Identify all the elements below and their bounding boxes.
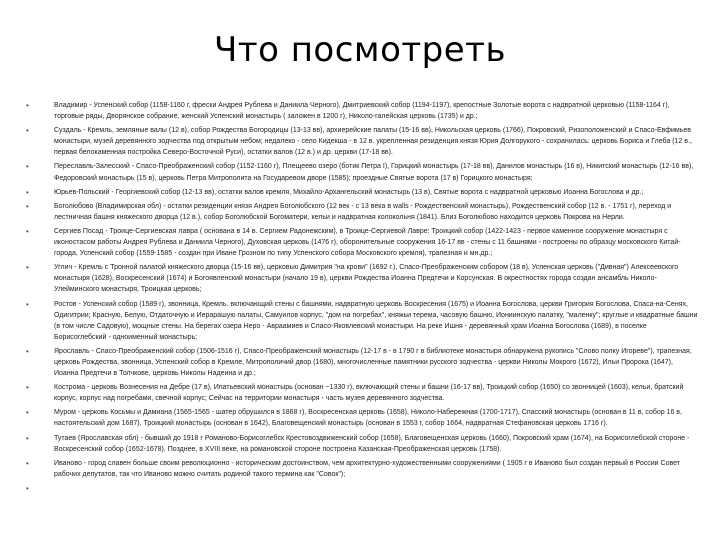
list-item-text: Суздаль - Кремль, земляные валы (12 в), собор Рождества Богородицы (13-13 вв), архиерейские палаты (15-16 вв), Никольская церковь (1766), Покровский, Ризоположенский и Спасо-Евфимьев монастыри, музей деревянного зодчества под открытым небом; недалеко - село Кидекша - в 12 в. укрепленная резиденция князя Юрия Долгорукого - сохранилась: церковь Бориса и Глеба (12 в., первая белокаменная постройка Северо-Восточной Руси), остатки валов (12 в.) и др. церкви (17-18 вв). (54, 127, 692, 157)
list-item (26, 433, 698, 455)
list-item (26, 407, 698, 429)
list-item-text: Юрьев-Польский - Георгиевский собор (12-13 вв), остатки валов кремля, Михайло-Архангельский монастырь (13 в), Святые ворота с надвратной церковью Иоанна Богослова и др.; (54, 188, 644, 196)
list-item-text: Муром - церковь Косьмы и Дамиана (1565-1565 - шатер обрушился в 1868 г), Воскресенская церковь (1658), Николо-Набережная (1700-1717), Спасский монастырь (основан в 11 в, собор 16 в, настоятельский дом 1687), Троицкий монастырь (основан в 1642), Благовещенский монастырь (основан в 1553 г, собор 1664, надвратная Стефановская церковь 1716 г). (54, 409, 682, 428)
list-item (26, 187, 698, 198)
list-item-text: Сергиев Посад - Троице-Сергиевская лавра ( основана в 14 в. Сергием Радонежским), в Троице-Сергиевой Лавре: Троицкий собор (1422-1423 - первое каменное сооружение монастыря с иконостасом работы Андрея Рублева и Даниила Черного), Духовская церковь (1476 г), оборонительные сооружения 16-17 вв - стены с 11 башнями - построены по образцу московского Китай-города, Успенский собор (1559-1585 - создан при Иване Грозном по типу Успенского собора Московского кремля), трапезная и мн.др.; (54, 227, 681, 258)
list-item (26, 125, 698, 158)
list-item (26, 458, 698, 480)
list-item (26, 226, 698, 259)
list-item-text: Ярославль - Спасо-Преображенский собор (1506-1516 г), Спасо-Преображенский монастырь (12-17 в - в 1790 г в библиотеке монастыря обнаружена рукопись "Слово полку Игореве"), трапезная, церковь Рождества, звонница, Успенский собор в Кремле, Митрополичий двор (1680), многочисленные памятники русского зодчества - церкви Николы Мокрого (1672), Ильи Пророка (1647), Иоанна Предтечи в Толчкове, церковь Николы Надеина и др.; (54, 347, 692, 378)
slide-title: Что посмотреть (213, 30, 507, 70)
bullet-icon: • (26, 458, 29, 468)
bullet-icon: • (26, 383, 29, 393)
bullet-icon: • (26, 408, 29, 418)
bullet-icon: • (26, 226, 29, 236)
list-item-text: Владимир - Успенский собор (1158-1160 г, фрески Андрея Рублева и Даниила Черного), Дмитриевский собор (1194-1197), крепостные Золотые ворота с надвратной церковью (1158-1164 г), торговые ряды, Дворянское собрание, женский Успенский монастырь ( заложен в 1200 г), Николо-галейская церковь (1735) и др.; (54, 102, 670, 121)
list-item-text: Тутаев (Ярославская обл) - бывший до 1918 г Романово-Борисоглебск Крестовоздвиженский собор (1658), Благовещенская церковь (1660), Покровский храм (1674), на Борисоглебской стороне - Воскресенский собор (1652-1678). Позднее, в XVIII веке, на романовской стороне построена Казанская-Преображенская церковь (1758). (54, 434, 690, 453)
list-item-text: Ростов - Успенский собор (1589 г), звонница, Кремль. включающий стены с башнями, надвратную церковь Воскресения (1675) и Иоанна Богослова, церкви Григория Богослова, Спаса-на-Сенях, Одигитрии; Красную, Белую, Отдаточную и Иерарашую палаты, Самуилов корпус, "дом на погребах", княжьи терема, часовую башню, Иониинскую палатку, "маленку"; круглые и квадратные башни (в том числе Садовую), мощные стены. На берегах озера Неро - Авраамиев и Спасо-Яковлевский монастыри. На реке Ишня - деревянный храм Иоанна Богослова (1689), в поселке Борисоглебский - одноименный монастырь; (54, 300, 698, 341)
bullet-icon: • (26, 433, 29, 443)
bullet-icon: • (26, 101, 29, 110)
sights-list (26, 100, 698, 497)
list-item (26, 483, 698, 494)
bullet-icon: • (26, 162, 29, 172)
list-item (26, 299, 698, 343)
list-item-text: Переславль-Залесский - Спасо-Преображенский собор (1152-1160 г), Плещеево озеро (ботик Петра I), Горицкий монастырь (17-18 вв), Данилов монастырь (16 в), Никитский монастырь (12-16 вв), Федоровский монастырь (15 в), церковь Петра Митрополита на Государевом дворе (1585); проездные Святые ворота (17 в) Горицкого монастыря; (54, 163, 694, 182)
list-item (26, 201, 698, 223)
list-item (26, 382, 698, 404)
bullet-icon: • (26, 263, 29, 273)
list-item-text: Иваново - город славен больше своим революционно - историческим достоинством, чем архитектурно-художественными сооружениями ( 1905 г в Иваново был создан первый в России Совет рабочих депутатов, так что Иваново можно считать родиной такого термина как "Совок"); (54, 459, 680, 478)
list-item-text: Кострома - церковь Вознесения на Дебре (17 в), Ипатьевский монастырь (основан ~1330 г), включающий стены и башни (16-17 вв), Троицкий собор (1650) со звонницей (1603), кельи, братский корпус, корпус над погребами, свечной корпус; Сейчас на территории монастыря - часть музея деревянного зодчества. (54, 384, 684, 403)
bullet-icon: • (26, 187, 29, 197)
bullet-icon: • (26, 346, 29, 356)
bullet-icon: • (26, 126, 29, 136)
bullet-icon: • (26, 299, 29, 309)
list-item (26, 262, 698, 295)
list-item-text: Углич - Кремль с Тронной палатой княжеского дворца (15-16 вв), церковью Димитрия "на крови" (1692 г.), Спасо-Преображенским собором (18 в), Успенская церковь ("Дивная") Алексеевского монастыря (1628), Воскресенский (1674) и Богоявленский монастыри (начало 19 в), церкви Рождества Иоанна Предтечи и Корсунская. В окрестностях города создан ансамбль Николо-Улейминского монастыря, Троицкая церковь; (54, 264, 679, 294)
list-item-text: Боголюбово (Владимирская обл) - остатки резиденции князя Андрея Боголюбского (12 век - с 13 века в walls - Рождественский монастырь), Рождественский собор (12 в. - 1751 г), переход и лестничная башня княжеского дворца (12 в.), собор Боголюбской Богоматери, кельи и надвратная колокольня (1841). Близ Боголюбово находится церковь Покрова на Нерли. (54, 202, 672, 221)
bullet-icon: • (26, 483, 29, 493)
list-item (26, 161, 698, 183)
list-item (26, 100, 698, 122)
list-item (26, 346, 698, 379)
bullet-icon: • (26, 201, 29, 211)
